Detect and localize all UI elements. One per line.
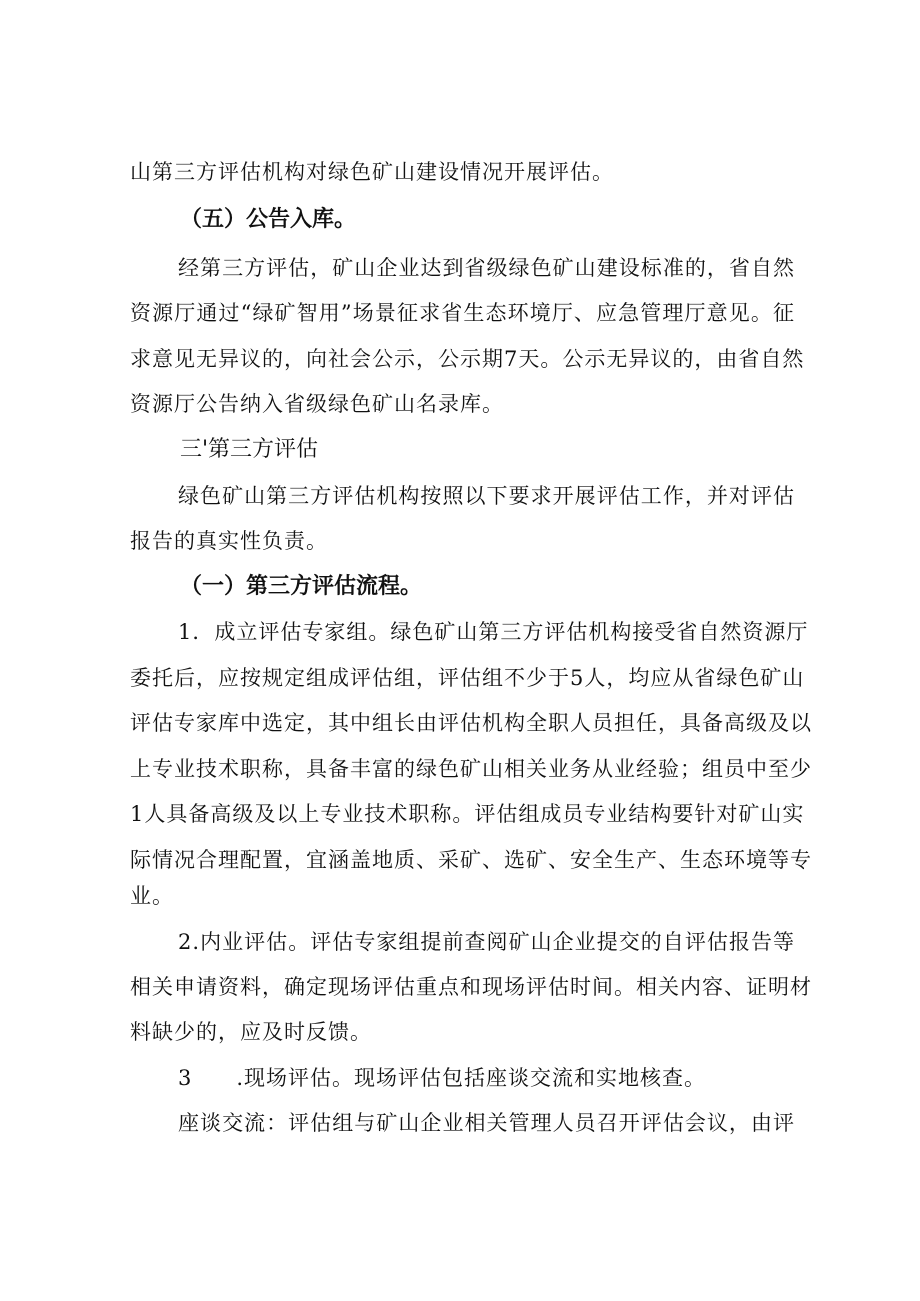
paragraph-line: 山第三方评估机构对绿色矿山建设情况开展评估。 [130,160,614,184]
paragraph-line: 际情况合理配置，宜涵盖地质、采矿、选矿、安全生产、生态环境等专 [130,848,812,872]
paragraph-line: 资源厅通过“绿矿智用”场景征求省生态环境厅、应急管理厅意见。征 [130,301,795,325]
paragraph-line: 评估专家库中选定，其中组长由评估机构全职人员担任，具备高级及以 [130,711,812,735]
paragraph-line: 业。 [130,884,174,908]
section-heading-announce: （五）公告入库。 [180,207,357,232]
paragraph-line: 上专业技术职称，具备丰富的绿色矿山相关业务从业经验；组员中至少 [130,757,812,781]
paragraph-line: 绿色矿山第三方评估机构按照以下要求开展评估工作，并对评估 [178,484,795,508]
paragraph-line: 经第三方评估，矿山企业达到省级绿色矿山建设标准的，省自然 [178,256,795,280]
paragraph-line: 委托后，应按规定组成评估组，评估组不少于5人，均应从省绿色矿山 [130,666,805,690]
paragraph-line: 相关申请资料，确定现场评估重点和现场评估时间。相关内容、证明材 [130,975,812,999]
paragraph-line: 报告的真实性负责。 [130,529,328,553]
paragraph-line: 1．成立评估专家组。绿色矿山第三方评估机构接受省自然资源厅 [178,620,809,644]
paragraph-line: 资源厅公告纳入省级绿色矿山名录库。 [130,392,504,416]
paragraph-line: 求意见无异议的，向社会公示，公示期7天。公示无异议的，由省自然 [130,347,805,371]
paragraph-line: 3 .现场评估。现场评估包括座谈交流和实地核查。 [178,1066,707,1090]
paragraph-line: 料缺少的，应及时反馈。 [130,1020,372,1044]
paragraph-line: 座谈交流：评估组与矿山企业相关管理人员召开评估会议，由评 [178,1111,795,1135]
paragraph-line: 1人具备高级及以上专业技术职称。评估组成员专业结构要针对矿山实 [130,802,805,826]
paragraph-line: 2.内业评估。评估专家组提前查阅矿山企业提交的自评估报告等 [178,930,795,954]
section-heading-third-party: 三'第三方评估 [180,437,319,462]
section-heading-process: （一）第三方评估流程。 [180,574,423,599]
